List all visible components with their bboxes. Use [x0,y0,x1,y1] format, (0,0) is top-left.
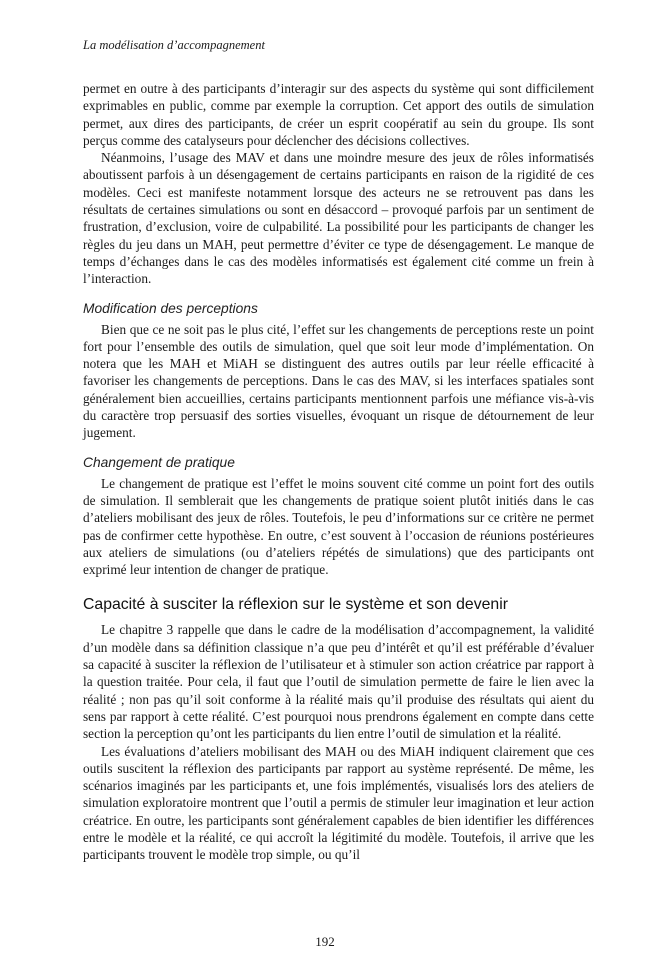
sub-heading-changement-pratique: Changement de pratique [83,454,235,470]
page-number: 192 [315,934,335,949]
paragraph: Le chapitre 3 rappelle que dans le cadre de la modélisation d’accompagnement, la validité d’un modèle dans sa définition classique n’a que peu d’intérêt et qu’il est préférable d’évaluer sa capacité à susciter la réflexion de l’utilisateur et à stimuler son action créatrice par rapport à la question traitée. Pour cela, il faut que l’outil de simulation permette de faire le lien avec la réalité ; non pas qu’il soit conforme à la réalité mais qu’il produise des résultats qui aient du sens par rapport à cette réalité. C’est pourquoi nous prendrons également en compte dans cette section la perception qu’ont les participants du lien entre l’outil de simulation et la réalité. [83,622,594,742]
paragraph: Bien que ce ne soit pas le plus cité, l’effet sur les changements de perceptions reste un point fort pour l’ensemble des outils de simulation, quel que soit leur mode d’implémentation. On notera que les MAH et MiAH se distinguent des autres outils par leur réelle efficacité à favoriser les changements de perceptions. Dans le cas des MAV, si les interfaces spatiales sont généralement bien accueillies, certains participants mentionnent parfois une méfiance vis-à-vis du caractère trop persuasif des sorties visuelles, évoquant un risque de détournement de leur jugement. [83,321,594,441]
paragraph-continuation: permet en outre à des participants d’interagir sur des aspects du système qui sont difficilement exprimables en public, comme par exemple la corruption. Cet apport des outils de simulation permet, aux dires des participants, de créer un esprit coopératif au sein du groupe. Ils sont perçus comme des catalyseurs pour déclencher des décisions collectives. [83,81,594,148]
section-heading-capacite: Capacité à susciter la réflexion sur le système et son devenir [83,596,508,614]
paragraph: Le changement de pratique est l’effet le moins souvent cité comme un point fort des outils de simulation. Il semblerait que les changements de pratique soient plutôt initiés dans le cas d’ateliers mobilisant des jeux de rôles. Toutefois, le peu d’informations sur ce critère ne permet pas de confirmer cette hypothèse. En outre, c’est souvent à l’occasion de réunions postérieures aux ateliers de simulations (ou d’ateliers répétés de simulations) que des participants ont exprimé leur intention de changer de pratique. [83,475,594,578]
sub-heading-modification-perceptions: Modification des perceptions [83,300,258,316]
paragraph: Néanmoins, l’usage des MAV et dans une moindre mesure des jeux de rôles informatisés aboutissent parfois à un désengagement de certains participants en raison de la rigidité de ces modèles. Ceci est manifeste notamment lorsque des acteurs ne se retrouvent pas dans les résultats de certaines simulations ou sont en désaccord – provoqué parfois par un sentiment de frustration, d’exclusion, voire de culpabilité. La possibilité pour les participants de changer les règles du jeu dans un MAH, peut permettre d’éviter ce type de désengagement. Le manque de temps d’échanges dans le cas des modèles informatisés est également cité comme un frein à l’interaction. [83,150,594,287]
paragraph: Les évaluations d’ateliers mobilisant des MAH ou des MiAH indiquent clairement que ces outils suscitent la réflexion des participants par rapport au système représenté. De même, les scénarios imaginés par les participants et, une fois implémentés, visualisés lors des ateliers de simulation exploratoire montrent que l’outil a permis de stimuler leur imagination et leur action créatrice. En outre, les participants sont généralement capables de bien identifier les différences entre le modèle et la réalité, ce qui accroît la légitimité du modèle. Toutefois, il arrive que les participants trouvent le modèle trop simple, ou qu’il [83,743,594,863]
running-header: La modélisation d’accompagnement [83,38,265,52]
